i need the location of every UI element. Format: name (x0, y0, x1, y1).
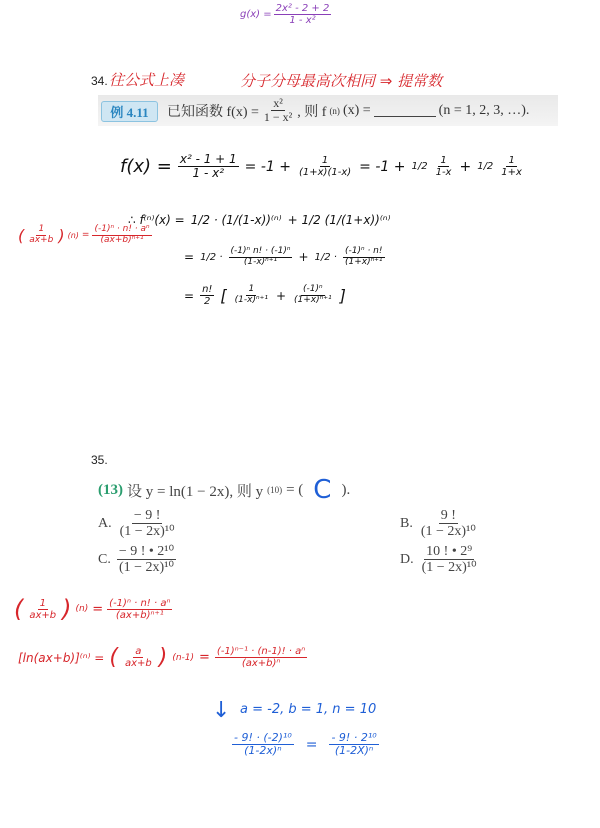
q35-red1-rhs-num: (-1)ⁿ · n! · aⁿ (109, 597, 171, 609)
option-c-num: − 9 ! • 2¹⁰ (118, 544, 175, 559)
wl1-frac1-den: 1 - x² (192, 166, 225, 181)
option-b-frac (419, 508, 478, 540)
top-note (240, 3, 331, 26)
wl4-plus: + (275, 288, 287, 303)
blue-arrow: ↓ (212, 698, 231, 723)
q34-red-rhs-den: (ax+b)ⁿ⁺¹ (100, 234, 144, 245)
option-a-den: (1 − 2x)¹⁰ (119, 524, 175, 540)
top-note-fraction (274, 3, 332, 26)
blue-frac-2 (329, 732, 378, 757)
wl1-frac4-num: 1 (508, 155, 515, 167)
q35-stem-text: 设 y = ln(1 − 2x), 则 y (127, 483, 264, 500)
q35-stem (98, 475, 350, 505)
q34-stem-num: x² (273, 96, 283, 110)
wl4-lhs: = (184, 288, 195, 303)
work-line-2 (128, 213, 391, 227)
option-d[interactable] (400, 544, 479, 576)
answer-blank[interactable] (374, 104, 436, 117)
wl1-frac4-den: 1+x (501, 167, 522, 179)
wl4-frac-b (292, 285, 334, 306)
q34-stem-tail: (n = 1, 2, 3, …). (438, 102, 530, 118)
blue-num-1: - 9! · (-2)¹⁰ (234, 731, 292, 744)
q35-red1-lhs-den: ax+b (29, 609, 57, 621)
q35-red1-rhs-den: (ax+b)ⁿ⁺¹ (115, 609, 164, 621)
wl1-plus: + (459, 158, 472, 175)
wl2-b: + 1/2 (1/(1+x))⁽ⁿ⁾ (287, 213, 391, 227)
q35-stem-sup: (10) (267, 485, 283, 495)
q35-red2-mid (123, 646, 154, 669)
wl2-a: 1/2 · (1/(1-x))⁽ⁿ⁾ (190, 213, 282, 227)
option-c-frac (117, 544, 176, 576)
q35-tag: (13) (98, 481, 123, 498)
q34-stem-den: 1 − x² (263, 110, 293, 125)
wl1-frac3-den: 1-x (435, 167, 452, 179)
wl1-frac1 (178, 153, 239, 180)
wl3-a-den: (1-x)ⁿ⁺¹ (243, 256, 278, 267)
q34-stem-suffix: (x) = (342, 102, 371, 118)
q35-stem-eq: = ( (286, 481, 304, 498)
q35-red1-eq: = (92, 601, 104, 617)
q35-red2-mid-exp: (n-1) (172, 652, 195, 663)
q35-red2-mid-den: ax+b (124, 658, 152, 669)
option-b-num: 9 ! (440, 508, 456, 523)
wl1-half1: 1/2 (411, 161, 428, 173)
wl4-b-num: (-1)ⁿ (303, 284, 323, 295)
wl1-frac4 (499, 155, 524, 178)
wl2-lhs: ∴ f⁽ⁿ⁾(x) = (128, 213, 185, 227)
q35-answer: C (313, 475, 332, 505)
wl4-frac-a (233, 285, 270, 306)
option-a[interactable] (98, 508, 177, 540)
wl1-frac1-num: x² - 1 + 1 (179, 152, 237, 166)
wl3-plus: + (298, 250, 309, 265)
work-line-1 (120, 153, 524, 180)
q34-note-right: 分子分母最高次相同 ⇒ 提常数 (240, 72, 443, 90)
wl3-b-num: (-1)ⁿ · n! (345, 246, 383, 256)
blue-params: a = -2, b = 1, n = 10 (240, 702, 377, 717)
work-line-3: = 1/2 · $\frac{\text{(-1)ⁿ n! · (-1)ⁿ}}{\text{(1-x)ⁿ⁺¹}}$ + 1/2 · $\frac{\text{(-1)ⁿ · n!}}{\text{(1+x)ⁿ⁺¹}}$ (184, 246, 383, 267)
wl1-frac2 (297, 155, 353, 178)
wl4-a-num: 1 (248, 284, 255, 295)
blue-eq: = (305, 736, 318, 753)
wl4-coef-num: n! (202, 284, 213, 295)
blue-num-2: - 9! · 2¹⁰ (331, 731, 377, 744)
q34-red-rhs (92, 225, 151, 246)
wl3-frac-b (343, 247, 385, 268)
top-note-lhs: g(x) = (240, 9, 272, 20)
blue-den-1: (1-2x)ⁿ (244, 744, 282, 758)
top-note-num: 2x² - 2 + 2 (275, 3, 330, 14)
blue-den-2: (1-2X)ⁿ (334, 744, 374, 758)
q35-red2-rhs-num: (-1)ⁿ⁻¹ · (n-1)! · aⁿ (216, 646, 306, 657)
q34-note-left: 往公式上凑 (109, 71, 185, 89)
option-c[interactable] (98, 544, 176, 576)
q35-stem-end: ). (341, 481, 351, 498)
q35-red1-rhs (107, 598, 172, 621)
option-c-label: C. (98, 551, 111, 567)
q34-stem-prefix: 已知函数 f(x) = (167, 104, 259, 120)
wl3-lhs: = (184, 250, 195, 265)
wl1-frac2-num: 1 (321, 155, 329, 167)
q35-red2-rhs (215, 646, 307, 669)
q35-red1-exp: (n) (75, 604, 89, 614)
wl1-half2: 1/2 (477, 161, 494, 173)
q35-red2-rhs-den: (ax+b)ⁿ (241, 658, 281, 669)
q34-stem-mid: , 则 f (297, 104, 327, 120)
option-d-label: D. (400, 551, 414, 567)
q34-red-eq: = (81, 230, 90, 241)
q35-red1-lhs-num: 1 (39, 597, 46, 609)
wl3-frac-a (229, 247, 293, 268)
q34-red-formula: ( $\frac{1}{ax+b}$ ) (n) = $\frac{\text{(-1)ⁿ · n! · aⁿ}}{\text{(ax+b)ⁿ⁺¹}}$ (18, 224, 150, 245)
wl3-a-num: (-1)ⁿ n! · (-1)ⁿ (230, 246, 291, 256)
q35-red1-lhs (27, 598, 58, 621)
option-a-num: − 9 ! (133, 508, 161, 523)
wl1-frac3-num: 1 (440, 155, 447, 167)
q34-red-lhs (27, 225, 55, 246)
q34-stem-fraction (262, 97, 294, 124)
option-b-den: (1 − 2x)¹⁰ (420, 524, 476, 540)
wl1-eq1: = -1 + (244, 158, 291, 175)
q34-stem (167, 97, 529, 124)
wl4-coef (200, 284, 214, 307)
q34-number: 34. (91, 74, 108, 88)
wl1-frac3 (434, 155, 454, 178)
q35-red2-eq: = (199, 650, 210, 665)
q34-red-exp: (n) (67, 230, 79, 240)
q35-number: 35. (91, 453, 108, 467)
wl1-frac2-den: (1+x)(1-x) (299, 167, 352, 179)
q35-red-formula-2: [ln(ax+b)]⁽ⁿ⁾ = ( $\frac{a}{ax+b}$ ) (n-1) = $\frac{\text{(-1)ⁿ⁻¹ · (n-1)! · aⁿ}}{\text{(ax+b)ⁿ}}$ (18, 645, 306, 670)
wl4-coef-den: 2 (204, 296, 211, 307)
option-a-label: A. (98, 515, 112, 531)
wl4-a-den: (1-x)ⁿ⁺¹ (234, 295, 268, 305)
wl4-b-den: (1+x)ⁿ⁺¹ (294, 295, 332, 305)
option-d-num: 10 ! • 2⁹ (426, 544, 473, 559)
blue-result (232, 732, 379, 757)
q35-red-formula-1: ( $\frac{1}{ax+b}$ ) (n) = $\frac{\text{(-1)ⁿ · n! · aⁿ}}{\text{(ax+b)ⁿ⁺¹}}$ (14, 595, 171, 623)
option-b[interactable] (400, 508, 478, 540)
example-label: 例 4.11 (101, 101, 158, 122)
option-a-frac (118, 508, 177, 540)
option-d-den: (1 − 2x)¹⁰ (421, 560, 477, 576)
blue-frac-1 (232, 732, 294, 757)
work-line-4: = $\frac{n!}{2}$ [ $\frac{1}{\text{(1-x)ⁿ⁺¹}}$ + $\frac{\text{(-1)ⁿ}}{\text{(1+x)ⁿ⁺¹}}$ ] (184, 284, 346, 307)
q34-red-lhs-den: ax+b (29, 234, 54, 245)
top-note-den: 1 - x² (289, 15, 316, 26)
q34-stem-sup: (n) (329, 105, 340, 116)
option-c-den: (1 − 2x)¹⁰ (118, 560, 174, 576)
q34-red-rhs-num: (-1)ⁿ · n! · aⁿ (94, 224, 150, 234)
q35-red2-lhs: [ln(ax+b)]⁽ⁿ⁾ = (18, 650, 105, 665)
option-b-label: B. (400, 515, 413, 531)
wl3-b-den: (1+x)ⁿ⁺¹ (344, 256, 383, 267)
wl1-lhs: f(x) = (120, 156, 172, 178)
wl1-eq2: = -1 + (359, 158, 406, 175)
q35-red2-mid-num: a (135, 646, 142, 657)
option-d-frac (420, 544, 479, 576)
q34-red-lhs-num: 1 (38, 224, 45, 234)
